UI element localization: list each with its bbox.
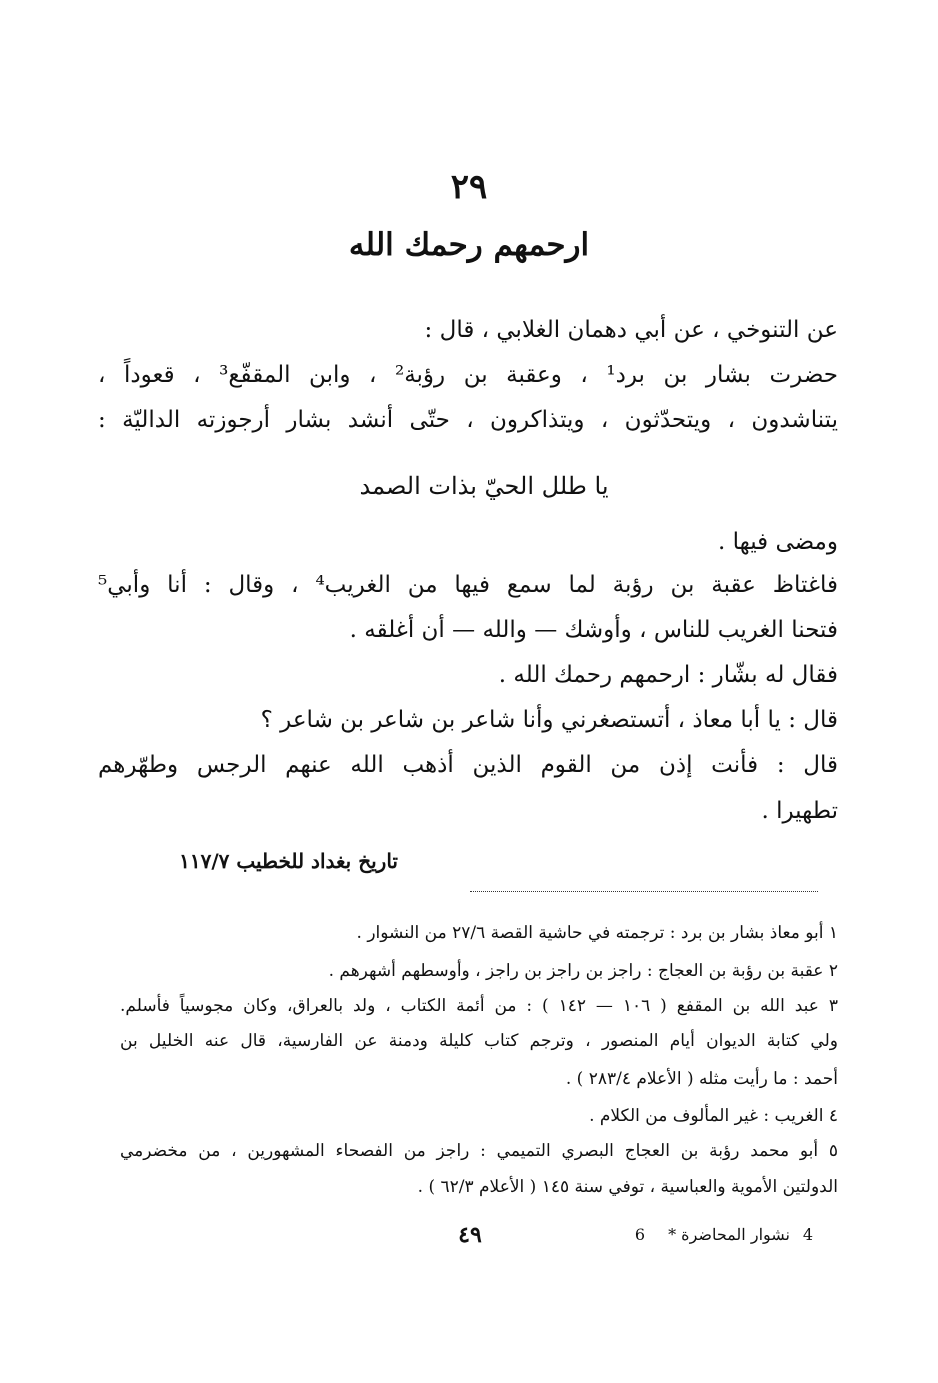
body-line-2: حضرت بشار بن برد¹ ، وعقبة بن رؤبة² ، وابن المقفّع³ ، قعوداً ، <box>98 362 839 388</box>
footnote-3-cont-2: أحمد : ما رأيت مثله ( الأعلام ٢٨٣/٤ ) . <box>565 1069 838 1089</box>
signature-title: نشوار المحاضرة * <box>668 1225 790 1244</box>
body-line-8: قال : يا أبا معاذ ، أتستصغرني وأنا شاعر بن شاعر بن شاعر ؟ <box>260 707 838 733</box>
footnote-4: ٤ الغريب : غير المألوف من الكلام . <box>589 1106 838 1126</box>
signature-volume: 6 <box>634 1225 646 1244</box>
body-line-5: فاغتاظ عقبة بن رؤبة لما سمع فيها من الغريب⁴ ، وقال : أنا وأبي⁵ <box>98 572 839 598</box>
body-line-4: ومضى فيها . <box>717 529 838 555</box>
footnote-3-cont-1: ولي كتابة الديوان أيام المنصور ، وترجم كتاب كليلة ودمنة عن الفارسية، قال عنه الخليل بن <box>120 1031 838 1051</box>
source-citation: تاريخ بغداد للخطيب ١١٧/٧ <box>179 849 398 873</box>
verse-line: يا طلل الحيّ بذات الصمد <box>359 472 609 500</box>
body-line-1: عن التنوخي ، عن أبي دهمان الغلابي ، قال : <box>424 317 838 343</box>
body-line-7: فقال له بشّار : ارحمهم رحمك الله . <box>498 662 838 688</box>
body-line-6: فتحنا الغريب للناس ، وأوشك — والله — أن أغلقه . <box>349 617 838 643</box>
page-number: ٤٩ <box>458 1222 482 1248</box>
footnote-5-cont: الدولتين الأموية والعباسية ، توفي سنة ١٤٥ ( الأعلام ٦٢/٣ ) . <box>417 1177 838 1197</box>
body-line-9: قال : فأنت إذن من القوم الذين أذهب الله عنهم الرجس وطهّرهم <box>98 752 838 778</box>
footnote-1: ١ أبو معاذ بشار بن برد : ترجمته في حاشية القصة ٢٧/٦ من النشوار . <box>356 923 838 943</box>
footnote-divider <box>470 891 818 892</box>
signature-number: 4 <box>802 1225 814 1244</box>
story-number: ٢٩ <box>450 167 488 207</box>
body-line-3: يتناشدون ، ويتحدّثون ، ويتذاكرون ، حتّى أنشد بشار أرجوزته الداليّة : <box>98 407 838 433</box>
footnote-2: ٢ عقبة بن رؤبة بن العجاج : راجز بن راجز بن راجز ، وأوسطهم أشهرهم . <box>328 961 838 981</box>
footnote-3: ٣ عبد الله بن المقفع ( ١٠٦ — ١٤٢ ) : من أئمة الكتاب ، ولد بالعراق، وكان مجوسياً فأسلم. <box>120 996 838 1016</box>
story-title: ارحمهم رحمك الله <box>348 227 590 263</box>
body-line-10: تطهيرا . <box>761 798 838 824</box>
footnote-5: ٥ أبو محمد رؤبة بن العجاج البصري التميمي : راجز من الفصحاء المشهورين ، من مخضرمي <box>120 1141 838 1161</box>
